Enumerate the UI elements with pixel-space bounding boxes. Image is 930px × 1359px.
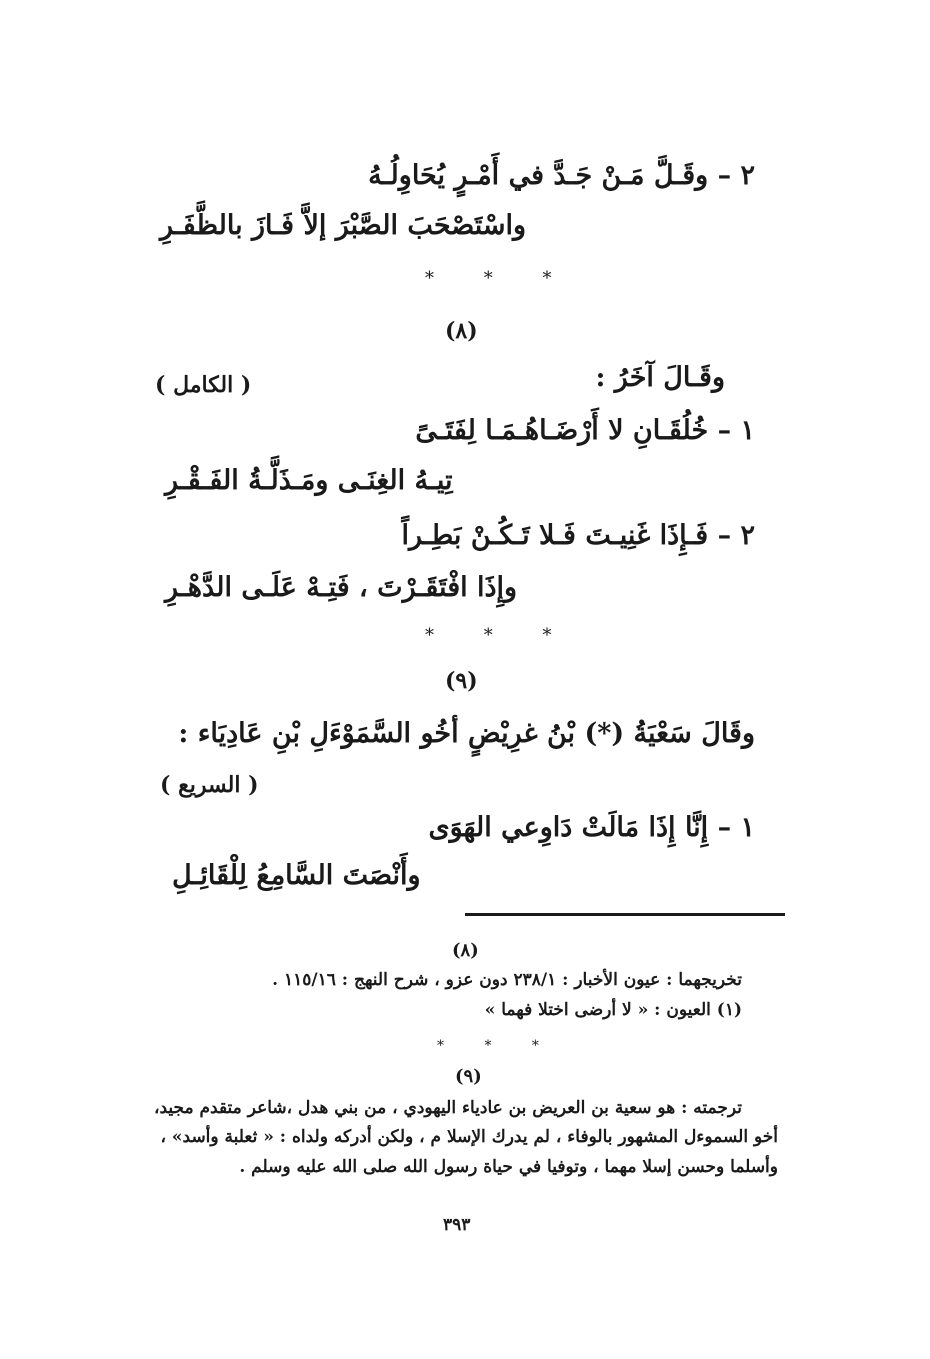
footnote-line: ترجمته : هو سعية بن العريض بن عادياء اليهودي ، من بني هدل ،شاعر متقدم مجيد، — [153, 1098, 742, 1118]
section-number: (٨) — [445, 318, 478, 344]
verse-1-second-hemistich: تِيـهُ الغِنَـى ومَـذَلَّـةُ الفَـقْـرِ — [165, 465, 453, 496]
verse-1-first-hemistich: ١ – إِنَّا إِذَا مَالَتْ دَاوِعي الهَوَى — [428, 812, 755, 843]
footnote-line: تخريجهما : عيون الأخبار : ٢٣٨/١ دون عزو ، شرح النهج : ١١٥/١٦ . — [272, 970, 742, 990]
page-number: ٣٩٣ — [443, 1215, 471, 1235]
verse-2-first-hemistich: ٢ – وقَـلَّ مَـنْ جَـدَّ في أَمْـرٍ يُحَاوِلُـهُ — [368, 160, 755, 191]
footnote-separator: * * * — [437, 1038, 557, 1054]
footnote-number: (٩) — [455, 1066, 482, 1087]
verse-1-second-hemistich: وأَنْصَتَ السَّامِعُ لِلْقَائِـلِ — [172, 860, 421, 891]
footnote-line: أخو السموءل المشهور بالوفاء ، لم يدرك الإسلا م ، ولكن أدركه ولداه : « ثعلبة وأسد» ، — [160, 1127, 778, 1147]
section-separator: * * * — [425, 268, 574, 289]
poem-intro: وقَالَ سَعْيَةُ (*) بْنُ غرِيْضٍ أخُو السَّمَوْءَلِ بْنِ عَادِيَاء : — [178, 718, 755, 749]
section-separator: * * * — [425, 625, 574, 646]
footnote-number: (٨) — [452, 940, 479, 961]
poem-meter: ( السريع ) — [160, 772, 259, 798]
verse-1-first-hemistich: ١ – خُلُقَـانِ لا أَرْضَـاهُـمَـا لِفَتَـىً — [415, 415, 755, 446]
footnote-line: وأسلما وحسن إسلا مهما ، وتوفيا في حياة رسول الله صلى الله عليه وسلم . — [239, 1157, 778, 1177]
verse-2-first-hemistich: ٢ – فَـإِذَا غَنِيـتَ فَـلا تَـكُـنْ بَطِـراً — [401, 520, 755, 551]
poem-intro: وقَـالَ آخَرُ : — [595, 362, 725, 393]
poem-meter: ( الكامل ) — [155, 372, 252, 398]
verse-2-second-hemistich: واسْتَصْحَبَ الصَّبْرَ إلاَّ فَـازَ بالظَّفَـرِ — [160, 210, 527, 241]
footnote-rule — [465, 913, 785, 916]
footnote-line: (١) العيون : « لا أرضى اختلا فهما » — [484, 1000, 742, 1020]
verse-2-second-hemistich: وإِذَا افْتَقَـرْتَ ، فَتِـهْ عَلَـى الدَّهْـرِ — [165, 572, 518, 603]
section-number: (٩) — [445, 668, 478, 694]
